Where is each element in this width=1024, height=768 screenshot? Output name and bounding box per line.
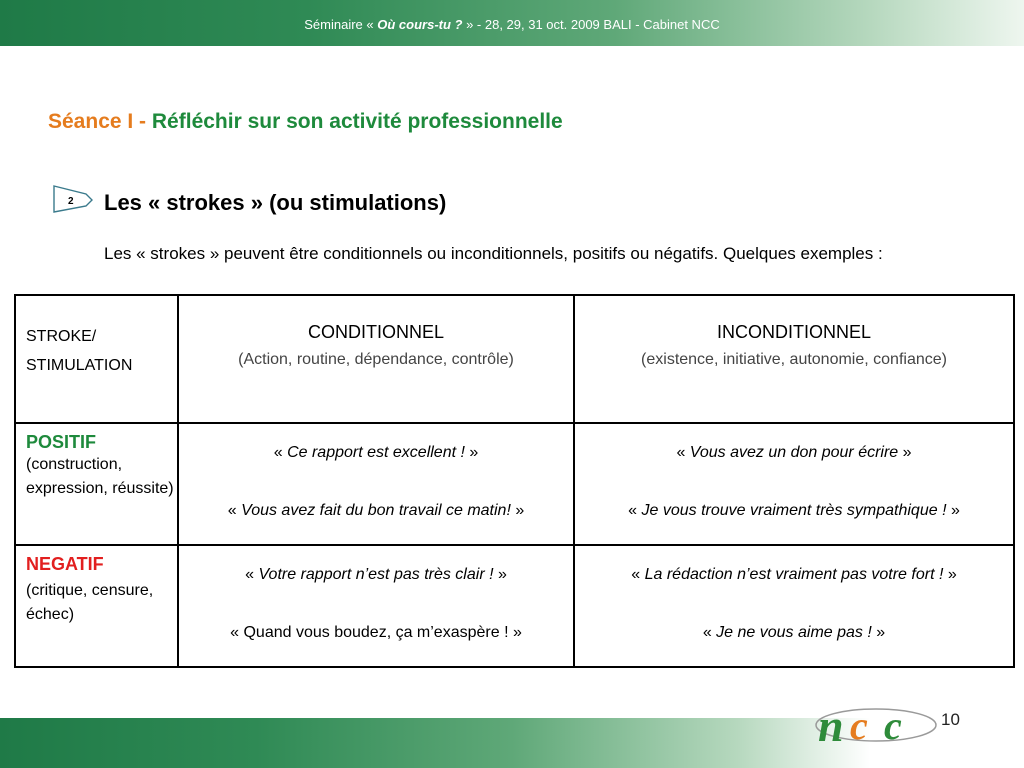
example-negative-conditional-2: « Quand vous boudez, ça m’exaspère ! »	[230, 624, 522, 641]
row-label-positive	[15, 423, 178, 545]
svg-text:c: c	[850, 703, 868, 748]
negative-label: NEGATIF	[26, 554, 104, 574]
corner-line1: STROKE/	[26, 328, 97, 345]
cell-negative-unconditional	[574, 545, 1014, 667]
title-session: Séance I -	[48, 110, 152, 133]
col-header-unconditional	[574, 295, 1014, 423]
svg-text:n: n	[818, 700, 844, 750]
example-positive-conditional-2: « Vous avez fait du bon travail ce matin! »	[227, 502, 525, 519]
page-number: 10	[941, 710, 960, 729]
example-positive-conditional-1: « Ce rapport est excellent ! »	[273, 444, 479, 461]
col-header-conditional	[178, 295, 574, 423]
header-text	[0, 17, 1024, 32]
example-positive-unconditional-1: « Vous avez un don pour écrire »	[676, 444, 912, 461]
example-positive-unconditional-2: « Je vous trouve vraiment très sympathique ! »	[628, 502, 960, 519]
corner-line2: STIMULATION	[26, 357, 133, 374]
row-label-negative	[15, 545, 178, 667]
cell-positive-unconditional	[574, 423, 1014, 545]
numbered-bullet-icon	[52, 184, 94, 214]
example-negative-unconditional-2: « Je ne vous aime pas ! »	[702, 624, 886, 641]
svg-text:c: c	[884, 703, 902, 748]
header-suffix: » - 28, 29, 31 oct. 2009 BALI - Cabinet NCC	[462, 17, 720, 32]
negative-description: (critique, censure, échec)	[26, 582, 154, 623]
header-prefix: Séminaire «	[304, 17, 378, 32]
title-topic: Réfléchir sur son activité professionnelle	[151, 110, 563, 133]
positive-description: (construction, expression, réussite)	[26, 456, 174, 497]
intro-text: Les « strokes » peuvent être conditionnels ou inconditionnels, positifs ou négatifs. Quelques exemples :	[104, 244, 883, 263]
table-row-positive	[15, 423, 1014, 545]
positive-label: POSITIF	[26, 432, 97, 452]
example-negative-unconditional-1: « La rédaction n’est vraiment pas votre fort ! »	[631, 566, 957, 583]
header-bar	[0, 0, 1024, 46]
col-unconditional-title: INCONDITIONNEL	[716, 322, 871, 342]
table-row-negative	[15, 545, 1014, 667]
table-header-row	[15, 295, 1014, 423]
strokes-table	[14, 294, 1015, 668]
col-conditional-subtitle: (Action, routine, dépendance, contrôle)	[238, 351, 514, 368]
section-subtitle: Les « strokes » (ou stimulations)	[104, 190, 447, 215]
example-negative-conditional-1: « Votre rapport n’est pas très clair ! »	[245, 566, 507, 583]
cell-positive-conditional	[178, 423, 574, 545]
header-emphasis: Où cours-tu ?	[377, 17, 463, 32]
col-unconditional-subtitle: (existence, initiative, autonomie, confiance)	[641, 351, 947, 368]
ncc-logo	[808, 695, 940, 750]
bullet-badge-number: 2	[68, 196, 74, 207]
cell-negative-conditional	[178, 545, 574, 667]
col-conditional-title: CONDITIONNEL	[307, 322, 444, 342]
slide-title	[48, 110, 563, 134]
table-corner-cell	[15, 295, 178, 423]
